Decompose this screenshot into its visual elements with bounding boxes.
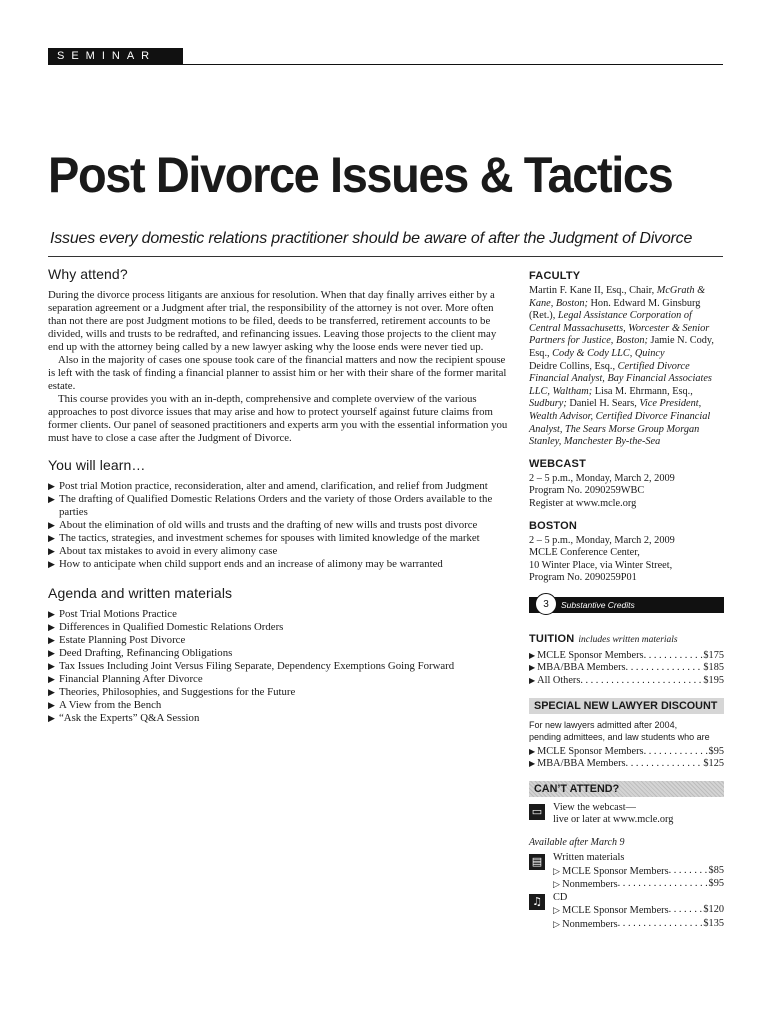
list-item: ▶ Estate Planning Post Divorce: [48, 634, 186, 646]
boston-address: 10 Winter Place, via Winter Street,: [529, 559, 673, 571]
boston-time: 2 – 5 p.m., Monday, March 2, 2009: [529, 534, 675, 546]
triangle-bullet-icon: ▶: [529, 759, 538, 769]
triangle-bullet-icon: ▶: [48, 622, 55, 632]
triangle-bullet-icon: ▶: [48, 533, 55, 543]
webcast-option-line-1: View the webcast—: [553, 801, 636, 813]
list-item: ▶ A View from the Bench: [48, 699, 162, 711]
seminar-rule: [48, 64, 723, 65]
page-subtitle: Issues every domestic relations practitioner should be aware of after the Judgment of Divorce: [50, 230, 693, 247]
triangle-bullet-icon: ▶: [529, 663, 538, 673]
triangle-bullet-icon: ▶: [529, 746, 538, 756]
webcast-register-link[interactable]: Register at www.mcle.org: [529, 497, 637, 509]
you-will-learn-section: [48, 457, 508, 571]
triangle-bullet-icon: ▶: [48, 635, 55, 645]
title-rule: [48, 256, 723, 257]
written-materials-option: [529, 852, 724, 892]
why-attend-section: [48, 266, 508, 445]
price-row: ▶ MCLE Sponsor Members . . . $95: [529, 746, 724, 759]
headphones-icon: ♫: [529, 894, 545, 910]
seminar-label: SEMINAR: [48, 48, 183, 65]
triangle-bullet-icon: ▶: [48, 700, 55, 710]
discount-note-1: For new lawyers admitted after 2004,: [529, 719, 678, 730]
credits-label: Substantive Credits: [561, 599, 635, 610]
list-item: ▶ The drafting of Qualified Domestic Relations Orders and the variety of those Orders available to the parties: [48, 493, 493, 518]
hollow-triangle-icon: ▷: [553, 905, 563, 916]
cant-attend-heading: CAN’T ATTEND?: [529, 781, 724, 797]
agenda-list: [48, 608, 508, 725]
faculty-section: [529, 270, 724, 449]
monitor-icon: ▭: [529, 804, 545, 820]
list-item: ▶ Post Trial Motions Practice: [48, 608, 177, 620]
written-materials-label: Written materials: [553, 852, 625, 864]
price-row: ▷ MCLE Sponsor Members . . . $85: [553, 865, 724, 879]
triangle-bullet-icon: ▶: [48, 648, 55, 658]
why-attend-heading: Why attend?: [48, 266, 128, 282]
hollow-triangle-icon: ▷: [553, 919, 563, 929]
list-item: ▶ How to anticipate when child support ends and an increase of alimony may be warranted: [48, 558, 443, 570]
left-column: [48, 266, 508, 725]
boston-section: [529, 520, 724, 585]
document-icon: ▤: [529, 854, 545, 870]
why-paragraph-3: This course provides you with an in-depth, comprehensive and complete overview of the various approaches to post divorce issues that may arise and how to protect yourself against future claims from former clients. Our panel of seasoned practitioners and experts arm you with the essential information you must have to close a case after the Judgment of Divorce.: [48, 393, 508, 444]
list-item: ▶ Tax Issues Including Joint Versus Filing Separate, Dependency Exemptions Going Forward: [48, 660, 455, 672]
boston-venue: MCLE Conference Center,: [529, 547, 640, 559]
hollow-triangle-icon: ▷: [553, 865, 563, 876]
faculty-heading: FACULTY: [529, 270, 581, 282]
price-row: ▶ MBA/BBA Members . . . $185: [529, 662, 724, 675]
price-row: ▷ MCLE Sponsor Members . . . $120: [553, 904, 724, 918]
hollow-triangle-icon: ▷: [553, 879, 563, 890]
webcast-option-line-2[interactable]: live or later at www.mcle.org: [553, 814, 674, 826]
price-row: ▶ All Others . . . $195: [529, 675, 724, 688]
triangle-bullet-icon: ▶: [48, 609, 55, 619]
list-item: ▶ About the elimination of old wills and trusts and the drafting of new wills and trusts post divorce: [48, 519, 478, 531]
available-note: Available after March 9: [529, 837, 625, 849]
triangle-bullet-icon: ▶: [529, 676, 538, 686]
agenda-heading: Agenda and written materials: [48, 585, 233, 601]
price-row: ▷ Nonmembers . . . $135: [553, 918, 724, 932]
triangle-bullet-icon: ▶: [48, 481, 55, 491]
triangle-bullet-icon: ▶: [529, 650, 538, 660]
triangle-bullet-icon: ▶: [48, 661, 55, 671]
discount-section: [529, 698, 724, 771]
learn-heading: You will learn…: [48, 457, 146, 473]
learn-list: [48, 480, 508, 571]
cd-option: [529, 892, 724, 932]
faculty-paragraph-2: Deidre Collins, Esq., Certified Divorce Financial Analyst, Bay Financial Associates LLC, Waltham; Lisa M. Ehrmann, Esq., Sudbury; Daniel H. Sears, Vice President, Wealth Advisor, Certified Divorce Financial Analyst, The Sears Morse Group Morgan Stanley, Manchester By-the-Sea: [529, 360, 712, 448]
why-paragraph-2: Also in the majority of cases one spouse took care of the financial matters and now the recipient spouse is left with the task of finding a financial planner to assist him or her with their share of the former marital estate.: [48, 354, 507, 392]
list-item: ▶ Post trial Motion practice, reconsideration, alter and amend, clarification, and relief from Judgment: [48, 480, 488, 492]
list-item: ▶ The tactics, strategies, and investment schemes for spouses with limited knowledge of the market: [48, 532, 480, 544]
discount-note-2: pending admittees, and law students who are: [529, 732, 710, 743]
credits-banner: [529, 597, 724, 613]
triangle-bullet-icon: ▶: [48, 494, 55, 504]
agenda-section: [48, 585, 508, 725]
price-row: ▶ MCLE Sponsor Members . . . $175: [529, 650, 724, 663]
webcast-time: 2 – 5 p.m., Monday, March 2, 2009: [529, 472, 675, 484]
triangle-bullet-icon: ▶: [48, 520, 55, 530]
tuition-section: [529, 629, 724, 688]
page-title: Post Divorce Issues & Tactics: [48, 147, 673, 203]
list-item: ▶ Theories, Philosophies, and Suggestions for the Future: [48, 686, 296, 698]
list-item: ▶ Differences in Qualified Domestic Relations Orders: [48, 621, 284, 633]
triangle-bullet-icon: ▶: [48, 546, 55, 556]
boston-heading: BOSTON: [529, 519, 578, 532]
webcast-option: [529, 802, 724, 827]
right-column: [529, 270, 724, 932]
webcast-heading: WEBCAST: [529, 457, 587, 470]
price-row: ▷ Nonmembers . . . $95: [553, 878, 724, 892]
price-row: ▶ MBA/BBA Members . . . $125: [529, 758, 724, 771]
webcast-section: [529, 458, 724, 511]
cd-label: CD: [553, 891, 568, 903]
discount-heading: SPECIAL NEW LAWYER DISCOUNT: [529, 698, 724, 714]
faculty-paragraph-1: Martin F. Kane II, Esq., Chair, McGrath & Kane, Boston; Hon. Edward M. Ginsburg (Ret.), Legal Assistance Corporation of Central Massachusetts, Worcester & Senior Partners for Justice, Boston; Jamie N. Cody, Esq., Cody & Cody LLC, Quincy: [529, 285, 714, 359]
credits-number: 3: [535, 593, 557, 615]
triangle-bullet-icon: ▶: [48, 674, 55, 684]
triangle-bullet-icon: ▶: [48, 687, 55, 697]
cant-attend-section: [529, 781, 724, 932]
triangle-bullet-icon: ▶: [48, 559, 55, 569]
boston-program-number: Program No. 2090259P01: [529, 572, 637, 584]
webcast-program-number: Program No. 2090259WBC: [529, 485, 645, 497]
tuition-heading: TUITION: [529, 632, 575, 645]
list-item: ▶ “Ask the Experts” Q&A Session: [48, 712, 200, 724]
triangle-bullet-icon: ▶: [48, 713, 55, 723]
list-item: ▶ About tax mistakes to avoid in every alimony case: [48, 545, 278, 557]
list-item: ▶ Financial Planning After Divorce: [48, 673, 203, 685]
why-paragraph-1: During the divorce process litigants are anxious for resolution. When that day finally arrives either by a separation agreement or a Judgment after trial, the responsibility of the attorney is not over. More often than not there are post Judgment motions to be filed, deeds to be transferred, retirement accounts to be divided, wills and trusts to be redrafted, and refinancing issues. Leaving those projects to the client may end up with the attorney being called by a new lawyer asking why the loose ends were never tied up.: [48, 289, 497, 353]
tuition-note: includes written materials: [578, 634, 678, 645]
list-item: ▶ Deed Drafting, Refinancing Obligations: [48, 647, 233, 659]
